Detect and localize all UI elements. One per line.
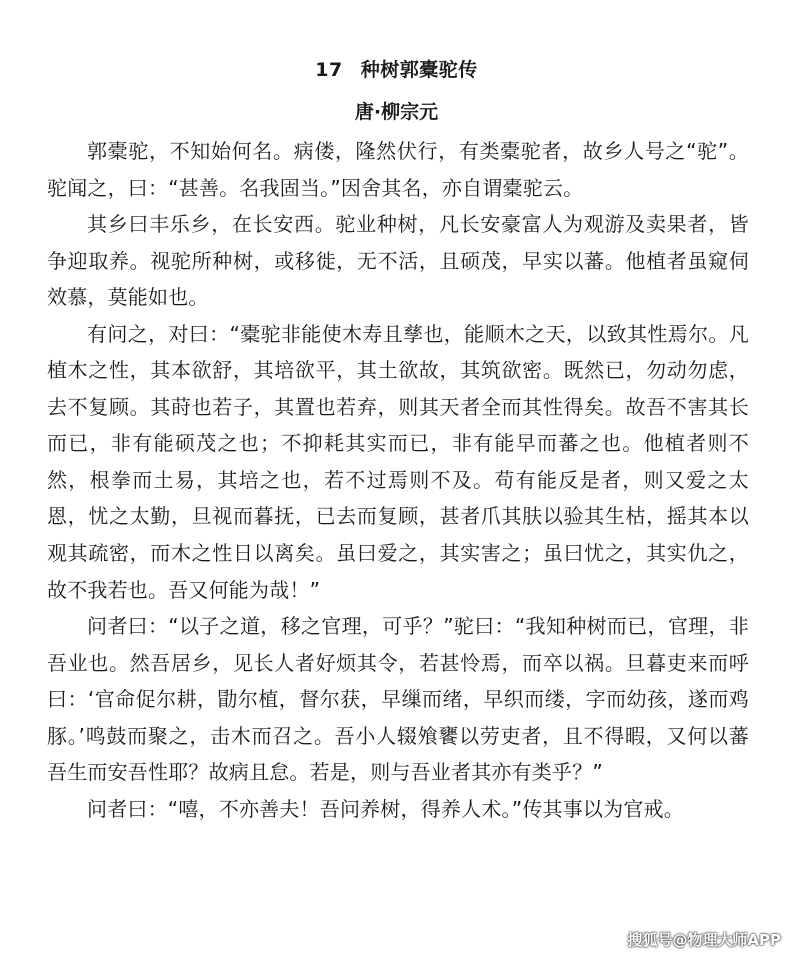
author-line: 唐·柳宗元 <box>354 101 439 123</box>
article-body <box>47 133 749 827</box>
paragraph-4: 问者曰：“以子之道，移之官理，可乎？”驼曰：“我知种树而已，官理，非吾业也。然吾居乡，见长人者好烦其令，若甚怜焉，而卒以祸。旦暮吏来而呼曰：‘官命促尔耕，勖尔植，督尔获，早缫而绪，早织而缕，字而幼孩，遂而鸡豚。’鸣鼓而聚之，击木而召之。吾小人辍飧饔以劳吏者，且不得暇，又何以蕃吾生而安吾性耶？故病且怠。若是，则与吾业者其亦有类乎？” <box>47 614 749 785</box>
paragraph-1: 郭橐驼，不知始何名。病偻，隆然伏行，有类橐驼者，故乡人号之“驼”。驼闻之，曰：“甚善。名我固当。”因舍其名，亦自谓橐驼云。 <box>47 139 749 200</box>
source-watermark: 搜狐号@物理大师APP <box>627 931 781 949</box>
lesson-title: 种树郭橐驼传 <box>360 59 478 81</box>
paragraph-5: 问者曰：“嘻，不亦善夫！吾问养树，得养人术。”传其事以为官戒。 <box>87 796 684 821</box>
paragraph-3: 有问之，对曰：“橐驼非能使木寿且孳也，能顺木之天，以致其性焉尔。凡植木之性，其本欲舒，其培欲平，其土欲故，其筑欲密。既然已，勿动勿虑，去不复顾。其莳也若子，其置也若弃，则其天者全而其性得矣。故吾不害其长而已，非有能硕茂之也；不抑耗其实而已，非有能早而蕃之也。他植者则不然，根拳而土易，其培之也，若不过焉则不及。苟有能反是者，则又爱之太恩，忧之太勤，旦视而暮抚，已去而复顾，甚者爪其肤以验其生枯，摇其本以观其疏密，而木之性日以离矣。虽曰爱之，其实害之；虽曰忧之，其实仇之，故不我若也。吾又何能为哉！” <box>47 321 749 602</box>
lesson-number: 17 <box>315 59 343 81</box>
paragraph-2: 其乡曰丰乐乡，在长安西。驼业种树，凡长安豪富人为观游及卖果者，皆争迎取养。视驼所种树，或移徙，无不活，且硕茂，早实以蕃。他植者虽窥伺效慕，莫能如也。 <box>47 212 749 310</box>
page-title <box>0 56 793 84</box>
